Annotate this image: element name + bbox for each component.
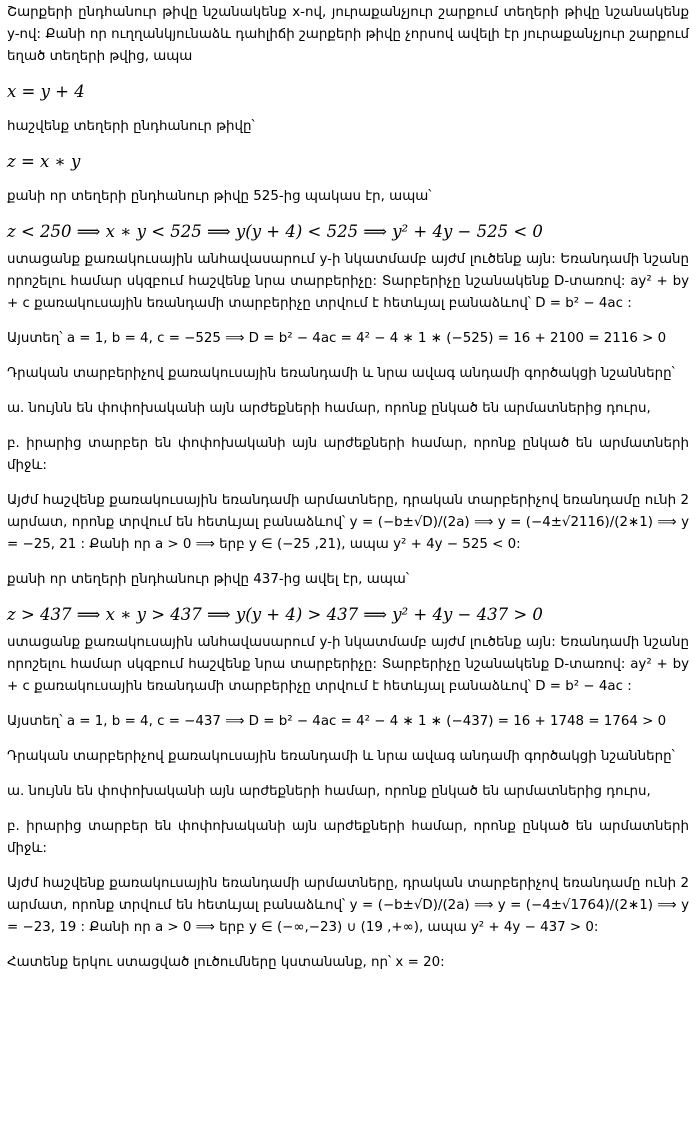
paragraph-8: Դրական տարբերիչով քառակուսային եռանդամի և նրա ավագ անդամի գործակցի նշանները՝ xyxy=(7,749,675,764)
inequality-2: z > 437 ⟹ x ∗ y > 437 ⟹ y(y + 4) > 437 ⟹ y² + 4y − 437 > 0 xyxy=(7,605,543,624)
roots-1: Այժմ հաշվենք քառակուսային եռանդամի արմատները, դրական տարբերիչով եռանդամը ունի 2 արմատ, որոնք տրվում են հետևյալ բանաձևով՝ y = (−b±√D)/(2a) ⟹ y = (−4±√2116)/(2∗1) ⟹ y = −25, 21 : Քանի որ a > 0 ⟹ երբ y ∈ (−25 ,21), ապա y² + 4y − 525 < 0: xyxy=(7,493,689,552)
conclusion: Հատենք երկու ստացված լուծումները կստանանք, որ՝ x = 20: xyxy=(7,955,445,970)
discriminant-1: Այստեղ՝ a = 1, b = 4, c = −525 ⟹ D = b² − 4ac = 4² − 4 ∗ 1 ∗ (−525) = 16 + 2100 = 2116 > 0 xyxy=(7,331,667,346)
paragraph-2: հաշվենք տեղերի ընդհանուր թիվը՝ xyxy=(7,119,255,134)
roots-2: Այժմ հաշվենք քառակուսային եռանդամի արմատները, դրական տարբերիչով եռանդամը ունի 2 արմատ, որոնք տրվում են հետևյալ բանաձևով՝ y = (−b±√D)/(2a) ⟹ y = (−4±√1764)/(2∗1) ⟹ y = −23, 19 : Քանի որ a > 0 ⟹ երբ y ∈ (−∞,−23) ∪ (19 ,+∞), ապա y² + 4y − 437 > 0: xyxy=(7,876,689,935)
paragraph-7: ստացանք քառակուսային անհավասարում y-ի նկատմամբ այժմ լուծենք այն: Եռանդամի նշանը որոշելու համար սկզբում հաշվենք նրա տարբերիչը: Տարբերիչը նշանակենք D-տառով: ay² + by + c քառակուսային եռանդամի տարբերիչը տրվում է հետևյալ բանաձևով՝ D = b² − 4ac : xyxy=(7,635,689,694)
equation-x: x = y + 4 xyxy=(7,82,85,101)
paragraph-6: քանի որ տեղերի ընդհանուր թիվը 437-ից ավել էր, ապա՝ xyxy=(7,572,410,587)
paragraph-5: Դրական տարբերիչով քառակուսային եռանդամի և նրա ավագ անդամի գործակցի նշանները՝ xyxy=(7,366,675,381)
equation-z: z = x ∗ y xyxy=(7,152,81,171)
rule-a-1: ա. նույնն են փոփոխականի այն արժեքների համար, որոնք ընկած են արմատներից դուրս, xyxy=(7,401,651,416)
rule-b-1: բ. իրարից տարբեր են փոփոխականի այն արժեքների համար, որոնք ընկած են արմատների միջև: xyxy=(7,436,689,473)
paragraph-3: քանի որ տեղերի ընդհանուր թիվը 525-ից պակաս էր, ապա՝ xyxy=(7,189,432,204)
rule-b-2: բ. իրարից տարբեր են փոփոխականի այն արժեքների համար, որոնք ընկած են արմատների միջև: xyxy=(7,819,689,856)
rule-a-2: ա. նույնն են փոփոխականի այն արժեքների համար, որոնք ընկած են արմատներից դուրս, xyxy=(7,784,651,799)
paragraph-1: Շարքերի ընդհանուր թիվը նշանակենք x-ով, յուրաքանչյուր շարքում տեղերի թիվը նշանակենք y-ով: Քանի որ ուղղանկյունաձև դահլիճի շարքերի թիվը չորսով ավելի էր յուրաքանչյուր շարքում եղած տեղերի թվից, ապա xyxy=(7,5,689,64)
inequality-1: z < 250 ⟹ x ∗ y < 525 ⟹ y(y + 4) < 525 ⟹ y² + 4y − 525 < 0 xyxy=(7,222,543,241)
paragraph-4: ստացանք քառակուսային անհավասարում y-ի նկատմամբ այժմ լուծենք այն: Եռանդամի նշանը որոշելու համար սկզբում հաշվենք նրա տարբերիչը: Տարբերիչը նշանակենք D-տառով: ay² + by + c քառակուսային եռանդամի տարբերիչը տրվում է հետևյալ բանաձևով՝ D = b² − 4ac : xyxy=(7,252,689,311)
discriminant-2: Այստեղ՝ a = 1, b = 4, c = −437 ⟹ D = b² − 4ac = 4² − 4 ∗ 1 ∗ (−437) = 16 + 1748 = 1764 > 0 xyxy=(7,714,667,729)
